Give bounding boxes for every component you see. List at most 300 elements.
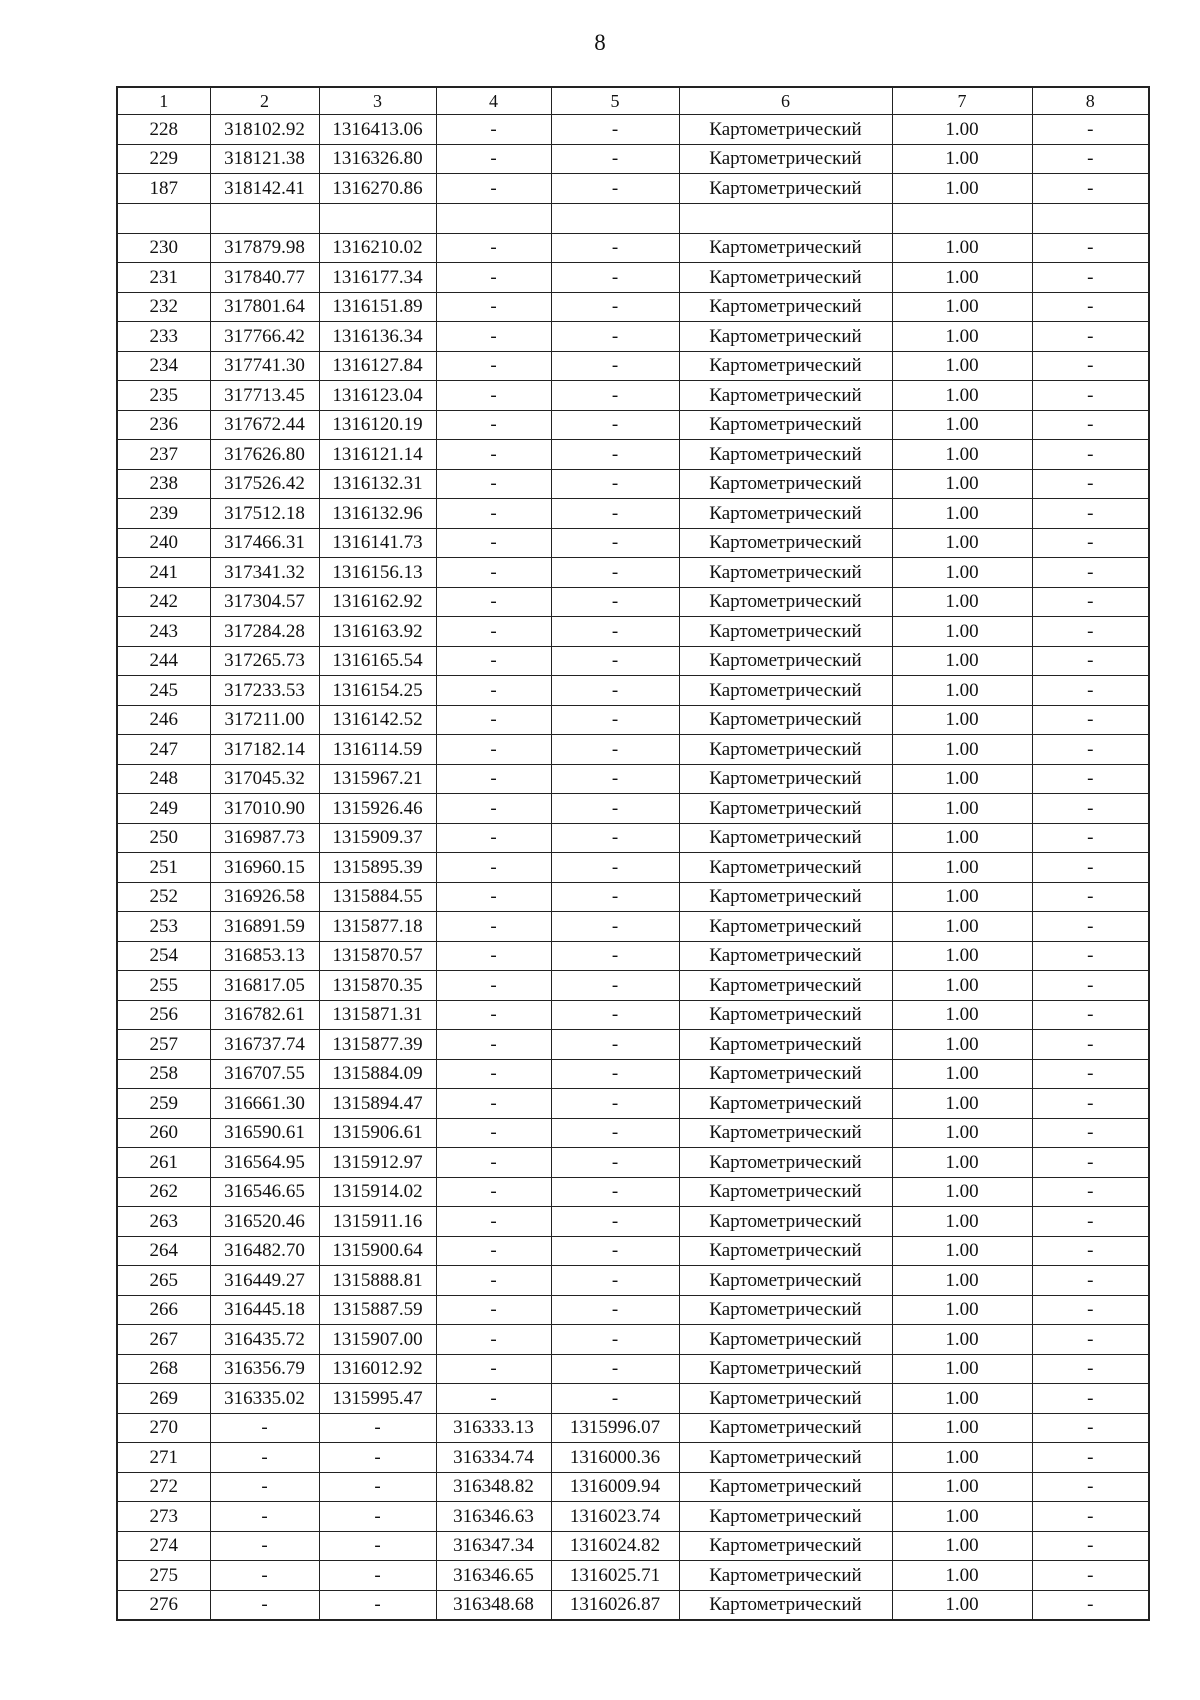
- cell-y-coord: -: [319, 1561, 436, 1591]
- cell-description: -: [1032, 1413, 1149, 1443]
- cell-x-coord-new: -: [436, 912, 551, 942]
- table-row: [117, 203, 1149, 233]
- cell-method: Картометрический: [679, 1148, 892, 1178]
- cell-y-coord-new: -: [551, 941, 679, 971]
- column-header-7: 7: [892, 87, 1032, 115]
- cell-x-coord-new: -: [436, 351, 551, 381]
- cell-x-coord: 316987.73: [210, 823, 319, 853]
- cell-point-number: 187: [117, 174, 210, 204]
- cell-method: Картометрический: [679, 1207, 892, 1237]
- cell-x-coord: 317766.42: [210, 322, 319, 352]
- cell-accuracy: 1.00: [892, 941, 1032, 971]
- cell-method: Картометрический: [679, 1236, 892, 1266]
- cell-x-coord-new: -: [436, 1236, 551, 1266]
- cell-accuracy: 1.00: [892, 1207, 1032, 1237]
- cell-accuracy: 1.00: [892, 351, 1032, 381]
- cell-x-coord-new: -: [436, 174, 551, 204]
- cell-y-coord-new: -: [551, 735, 679, 765]
- cell-x-coord: 317879.98: [210, 233, 319, 263]
- cell-description: -: [1032, 528, 1149, 558]
- cell-x-coord-new: -: [436, 764, 551, 794]
- table-row: [117, 558, 1149, 588]
- cell-method: Картометрический: [679, 351, 892, 381]
- cell-description: -: [1032, 440, 1149, 470]
- cell-y-coord-new: -: [551, 1059, 679, 1089]
- cell-x-coord-new: -: [436, 469, 551, 499]
- column-header-4: 4: [436, 87, 551, 115]
- cell-point-number: 257: [117, 1030, 210, 1060]
- cell-y-coord-new: -: [551, 853, 679, 883]
- cell-accuracy: 1.00: [892, 853, 1032, 883]
- cell-y-coord: 1316142.52: [319, 705, 436, 735]
- cell-y-coord-new: 1316009.94: [551, 1472, 679, 1502]
- table-row: [117, 351, 1149, 381]
- cell-y-coord: 1315887.59: [319, 1295, 436, 1325]
- cell-method: Картометрический: [679, 1354, 892, 1384]
- cell-method: Картометрический: [679, 912, 892, 942]
- table-body: [117, 87, 1149, 1620]
- cell-y-coord: -: [319, 1443, 436, 1473]
- cell-y-coord: 1315894.47: [319, 1089, 436, 1119]
- cell-y-coord-new: -: [551, 1177, 679, 1207]
- cell-x-coord-new: -: [436, 853, 551, 883]
- cell-accuracy: 1.00: [892, 1118, 1032, 1148]
- cell-x-coord-new: -: [436, 587, 551, 617]
- cell-method: Картометрический: [679, 381, 892, 411]
- cell-x-coord-new: -: [436, 528, 551, 558]
- cell-method: Картометрический: [679, 882, 892, 912]
- cell-y-coord-new: -: [551, 1266, 679, 1296]
- cell-method: Картометрический: [679, 823, 892, 853]
- cell-y-coord: -: [319, 1531, 436, 1561]
- table-row: [117, 705, 1149, 735]
- cell-x-coord: 316707.55: [210, 1059, 319, 1089]
- cell-point-number: 231: [117, 263, 210, 293]
- column-header-8: 8: [1032, 87, 1149, 115]
- cell-description: -: [1032, 1325, 1149, 1355]
- cell-accuracy: 1.00: [892, 823, 1032, 853]
- cell-y-coord: 1315900.64: [319, 1236, 436, 1266]
- cell-description: -: [1032, 735, 1149, 765]
- cell-y-coord: 1315877.18: [319, 912, 436, 942]
- cell-y-coord: 1316154.25: [319, 676, 436, 706]
- cell-x-coord: 316737.74: [210, 1030, 319, 1060]
- cell-y-coord-new: -: [551, 912, 679, 942]
- cell-x-coord: 317801.64: [210, 292, 319, 322]
- cell-accuracy: 1.00: [892, 1030, 1032, 1060]
- cell-x-coord-new: -: [436, 971, 551, 1001]
- cell-x-coord: 317840.77: [210, 263, 319, 293]
- cell-y-coord: 1315914.02: [319, 1177, 436, 1207]
- table-row: [117, 1177, 1149, 1207]
- cell-method: Картометрический: [679, 676, 892, 706]
- table-row: [117, 587, 1149, 617]
- table-row: [117, 1384, 1149, 1414]
- table-row: [117, 1443, 1149, 1473]
- cell-y-coord: 1315967.21: [319, 764, 436, 794]
- table-row: [117, 469, 1149, 499]
- table-row: [117, 912, 1149, 942]
- cell-accuracy: 1.00: [892, 1561, 1032, 1591]
- cell-description: -: [1032, 1207, 1149, 1237]
- cell-point-number: 244: [117, 646, 210, 676]
- cell-description: -: [1032, 1384, 1149, 1414]
- cell-description: -: [1032, 351, 1149, 381]
- cell-method: Картометрический: [679, 617, 892, 647]
- cell-point-number: 274: [117, 1531, 210, 1561]
- cell-point-number: 249: [117, 794, 210, 824]
- cell-accuracy: 1.00: [892, 1413, 1032, 1443]
- cell-y-coord-new: -: [551, 617, 679, 647]
- cell-y-coord-new: 1316024.82: [551, 1531, 679, 1561]
- table-row: [117, 499, 1149, 529]
- cell-y-coord-new: -: [551, 823, 679, 853]
- cell-description: -: [1032, 823, 1149, 853]
- cell-point-number: 256: [117, 1000, 210, 1030]
- cell-method: Картометрический: [679, 853, 892, 883]
- cell-x-coord: -: [210, 1472, 319, 1502]
- cell-x-coord-new: -: [436, 1177, 551, 1207]
- cell-accuracy: 1.00: [892, 1266, 1032, 1296]
- cell-y-coord: 1315906.61: [319, 1118, 436, 1148]
- cell-x-coord: 317304.57: [210, 587, 319, 617]
- cell-x-coord: [210, 203, 319, 233]
- cell-x-coord-new: -: [436, 705, 551, 735]
- cell-method: Картометрический: [679, 322, 892, 352]
- column-header-2: 2: [210, 87, 319, 115]
- cell-y-coord: 1316012.92: [319, 1354, 436, 1384]
- cell-y-coord-new: -: [551, 144, 679, 174]
- table-row: [117, 617, 1149, 647]
- cell-point-number: 239: [117, 499, 210, 529]
- cell-x-coord-new: 316334.74: [436, 1443, 551, 1473]
- cell-accuracy: 1.00: [892, 115, 1032, 145]
- cell-accuracy: 1.00: [892, 1295, 1032, 1325]
- cell-method: Картометрический: [679, 1325, 892, 1355]
- cell-y-coord: 1315877.39: [319, 1030, 436, 1060]
- cell-x-coord-new: -: [436, 676, 551, 706]
- cell-method: Картометрический: [679, 1443, 892, 1473]
- cell-method: Картометрический: [679, 735, 892, 765]
- cell-y-coord-new: -: [551, 292, 679, 322]
- cell-point-number: 263: [117, 1207, 210, 1237]
- cell-y-coord-new: 1316023.74: [551, 1502, 679, 1532]
- cell-point-number: 269: [117, 1384, 210, 1414]
- cell-description: -: [1032, 263, 1149, 293]
- cell-x-coord: 317713.45: [210, 381, 319, 411]
- cell-point-number: 246: [117, 705, 210, 735]
- cell-accuracy: 1.00: [892, 1443, 1032, 1473]
- cell-x-coord-new: 316346.65: [436, 1561, 551, 1591]
- cell-description: -: [1032, 1502, 1149, 1532]
- table-row: [117, 410, 1149, 440]
- cell-accuracy: 1.00: [892, 1590, 1032, 1620]
- cell-y-coord-new: -: [551, 646, 679, 676]
- cell-description: -: [1032, 1443, 1149, 1473]
- cell-x-coord-new: -: [436, 233, 551, 263]
- cell-y-coord-new: -: [551, 1354, 679, 1384]
- table-row: [117, 440, 1149, 470]
- cell-y-coord: 1316123.04: [319, 381, 436, 411]
- cell-description: -: [1032, 1531, 1149, 1561]
- cell-y-coord: 1315870.57: [319, 941, 436, 971]
- cell-y-coord-new: -: [551, 1089, 679, 1119]
- cell-point-number: 233: [117, 322, 210, 352]
- cell-accuracy: 1.00: [892, 1531, 1032, 1561]
- cell-x-coord-new: 316347.34: [436, 1531, 551, 1561]
- cell-y-coord: 1316162.92: [319, 587, 436, 617]
- cell-y-coord: 1316136.34: [319, 322, 436, 352]
- table-row: [117, 676, 1149, 706]
- cell-y-coord: 1315870.35: [319, 971, 436, 1001]
- cell-point-number: 232: [117, 292, 210, 322]
- cell-description: -: [1032, 882, 1149, 912]
- cell-x-coord: 316356.79: [210, 1354, 319, 1384]
- table-row: [117, 971, 1149, 1001]
- cell-x-coord-new: -: [436, 735, 551, 765]
- cell-point-number: 237: [117, 440, 210, 470]
- table-row: [117, 1531, 1149, 1561]
- cell-y-coord-new: -: [551, 1030, 679, 1060]
- cell-x-coord-new: -: [436, 823, 551, 853]
- table-row: [117, 174, 1149, 204]
- cell-accuracy: 1.00: [892, 1384, 1032, 1414]
- cell-method: [679, 203, 892, 233]
- cell-x-coord-new: 316333.13: [436, 1413, 551, 1443]
- table-row: [117, 1089, 1149, 1119]
- coordinates-table: [116, 86, 1150, 1621]
- cell-accuracy: 1.00: [892, 1354, 1032, 1384]
- cell-point-number: 243: [117, 617, 210, 647]
- table-row: [117, 1059, 1149, 1089]
- cell-y-coord-new: -: [551, 174, 679, 204]
- cell-method: Картометрический: [679, 1472, 892, 1502]
- cell-point-number: [117, 203, 210, 233]
- cell-description: -: [1032, 676, 1149, 706]
- cell-x-coord: 317741.30: [210, 351, 319, 381]
- cell-x-coord-new: [436, 203, 551, 233]
- cell-x-coord: 318142.41: [210, 174, 319, 204]
- cell-point-number: 242: [117, 587, 210, 617]
- cell-point-number: 228: [117, 115, 210, 145]
- cell-description: -: [1032, 558, 1149, 588]
- cell-description: -: [1032, 764, 1149, 794]
- cell-description: -: [1032, 617, 1149, 647]
- table-row: [117, 1000, 1149, 1030]
- cell-point-number: 230: [117, 233, 210, 263]
- cell-accuracy: 1.00: [892, 381, 1032, 411]
- table-row: [117, 322, 1149, 352]
- cell-method: Картометрический: [679, 558, 892, 588]
- cell-x-coord: 317466.31: [210, 528, 319, 558]
- cell-x-coord-new: -: [436, 322, 551, 352]
- cell-x-coord: 316817.05: [210, 971, 319, 1001]
- cell-method: Картометрический: [679, 1590, 892, 1620]
- cell-method: Картометрический: [679, 1295, 892, 1325]
- cell-x-coord: 316891.59: [210, 912, 319, 942]
- cell-method: Картометрический: [679, 764, 892, 794]
- cell-accuracy: 1.00: [892, 587, 1032, 617]
- cell-y-coord-new: -: [551, 764, 679, 794]
- cell-method: Картометрический: [679, 1030, 892, 1060]
- cell-point-number: 267: [117, 1325, 210, 1355]
- cell-y-coord: -: [319, 1590, 436, 1620]
- table-row: [117, 794, 1149, 824]
- cell-x-coord: 316926.58: [210, 882, 319, 912]
- table-row: [117, 764, 1149, 794]
- table-header-row: [117, 87, 1149, 115]
- cell-x-coord-new: -: [436, 1295, 551, 1325]
- cell-x-coord: 316520.46: [210, 1207, 319, 1237]
- table-row: [117, 823, 1149, 853]
- cell-method: Картометрический: [679, 971, 892, 1001]
- cell-accuracy: 1.00: [892, 1177, 1032, 1207]
- cell-point-number: 266: [117, 1295, 210, 1325]
- table-row: [117, 1472, 1149, 1502]
- cell-point-number: 252: [117, 882, 210, 912]
- table-row: [117, 1295, 1149, 1325]
- cell-y-coord-new: -: [551, 794, 679, 824]
- cell-method: Картометрический: [679, 1177, 892, 1207]
- cell-x-coord: 317010.90: [210, 794, 319, 824]
- cell-y-coord: 1315888.81: [319, 1266, 436, 1296]
- cell-accuracy: 1.00: [892, 1059, 1032, 1089]
- cell-accuracy: 1.00: [892, 469, 1032, 499]
- cell-accuracy: 1.00: [892, 144, 1032, 174]
- cell-description: -: [1032, 705, 1149, 735]
- cell-description: -: [1032, 912, 1149, 942]
- cell-y-coord: 1316132.96: [319, 499, 436, 529]
- cell-y-coord-new: -: [551, 115, 679, 145]
- cell-x-coord: 316445.18: [210, 1295, 319, 1325]
- cell-y-coord-new: -: [551, 558, 679, 588]
- table-row: [117, 144, 1149, 174]
- cell-accuracy: 1.00: [892, 263, 1032, 293]
- table-row: [117, 1030, 1149, 1060]
- cell-method: Картометрический: [679, 263, 892, 293]
- table-row: [117, 1590, 1149, 1620]
- cell-method: Картометрический: [679, 528, 892, 558]
- table-row: [117, 1502, 1149, 1532]
- cell-description: -: [1032, 1266, 1149, 1296]
- cell-y-coord: 1315912.97: [319, 1148, 436, 1178]
- cell-accuracy: 1.00: [892, 499, 1032, 529]
- cell-point-number: 255: [117, 971, 210, 1001]
- table-row: [117, 882, 1149, 912]
- cell-x-coord-new: -: [436, 1030, 551, 1060]
- cell-description: -: [1032, 1295, 1149, 1325]
- cell-method: Картометрический: [679, 410, 892, 440]
- cell-y-coord-new: -: [551, 528, 679, 558]
- cell-x-coord-new: -: [436, 1384, 551, 1414]
- cell-x-coord: -: [210, 1502, 319, 1532]
- cell-x-coord-new: -: [436, 144, 551, 174]
- cell-point-number: 258: [117, 1059, 210, 1089]
- cell-description: -: [1032, 971, 1149, 1001]
- cell-x-coord: 316335.02: [210, 1384, 319, 1414]
- cell-description: -: [1032, 587, 1149, 617]
- cell-y-coord: 1315907.00: [319, 1325, 436, 1355]
- cell-accuracy: 1.00: [892, 1148, 1032, 1178]
- cell-y-coord: 1315909.37: [319, 823, 436, 853]
- cell-y-coord: -: [319, 1502, 436, 1532]
- table-row: [117, 1561, 1149, 1591]
- table-row: [117, 528, 1149, 558]
- cell-y-coord: 1315884.55: [319, 882, 436, 912]
- cell-y-coord: 1316132.31: [319, 469, 436, 499]
- cell-y-coord: 1316210.02: [319, 233, 436, 263]
- cell-x-coord-new: 316348.82: [436, 1472, 551, 1502]
- cell-accuracy: 1.00: [892, 882, 1032, 912]
- cell-x-coord: 316449.27: [210, 1266, 319, 1296]
- cell-description: -: [1032, 1354, 1149, 1384]
- cell-y-coord-new: -: [551, 676, 679, 706]
- cell-y-coord: 1315884.09: [319, 1059, 436, 1089]
- cell-accuracy: 1.00: [892, 322, 1032, 352]
- cell-point-number: 240: [117, 528, 210, 558]
- cell-y-coord: 1316141.73: [319, 528, 436, 558]
- cell-accuracy: 1.00: [892, 440, 1032, 470]
- cell-y-coord-new: -: [551, 1295, 679, 1325]
- cell-description: -: [1032, 1472, 1149, 1502]
- cell-point-number: 275: [117, 1561, 210, 1591]
- column-header-5: 5: [551, 87, 679, 115]
- cell-point-number: 235: [117, 381, 210, 411]
- cell-y-coord: 1315911.16: [319, 1207, 436, 1237]
- cell-y-coord-new: -: [551, 1148, 679, 1178]
- cell-description: -: [1032, 1000, 1149, 1030]
- cell-description: -: [1032, 941, 1149, 971]
- cell-y-coord-new: -: [551, 882, 679, 912]
- cell-point-number: 260: [117, 1118, 210, 1148]
- cell-method: Картометрический: [679, 115, 892, 145]
- table-row: [117, 646, 1149, 676]
- cell-accuracy: [892, 203, 1032, 233]
- cell-method: Картометрический: [679, 1531, 892, 1561]
- cell-point-number: 247: [117, 735, 210, 765]
- cell-accuracy: 1.00: [892, 1236, 1032, 1266]
- cell-y-coord-new: 1316026.87: [551, 1590, 679, 1620]
- cell-x-coord-new: -: [436, 115, 551, 145]
- cell-x-coord: 317233.53: [210, 676, 319, 706]
- cell-accuracy: 1.00: [892, 558, 1032, 588]
- cell-x-coord-new: -: [436, 499, 551, 529]
- cell-description: -: [1032, 1236, 1149, 1266]
- cell-description: -: [1032, 1118, 1149, 1148]
- cell-accuracy: 1.00: [892, 617, 1032, 647]
- cell-y-coord-new: 1316025.71: [551, 1561, 679, 1591]
- cell-y-coord: 1316120.19: [319, 410, 436, 440]
- cell-y-coord: 1316177.34: [319, 263, 436, 293]
- cell-y-coord: 1316163.92: [319, 617, 436, 647]
- cell-method: Картометрический: [679, 292, 892, 322]
- cell-description: -: [1032, 1590, 1149, 1620]
- cell-accuracy: 1.00: [892, 735, 1032, 765]
- cell-method: Картометрический: [679, 705, 892, 735]
- cell-method: Картометрический: [679, 174, 892, 204]
- table-row: [117, 115, 1149, 145]
- cell-description: -: [1032, 1059, 1149, 1089]
- cell-point-number: 272: [117, 1472, 210, 1502]
- cell-x-coord: 317211.00: [210, 705, 319, 735]
- cell-accuracy: 1.00: [892, 764, 1032, 794]
- cell-method: Картометрический: [679, 646, 892, 676]
- cell-description: -: [1032, 469, 1149, 499]
- cell-x-coord-new: -: [436, 381, 551, 411]
- cell-description: -: [1032, 853, 1149, 883]
- cell-accuracy: 1.00: [892, 971, 1032, 1001]
- cell-y-coord-new: -: [551, 381, 679, 411]
